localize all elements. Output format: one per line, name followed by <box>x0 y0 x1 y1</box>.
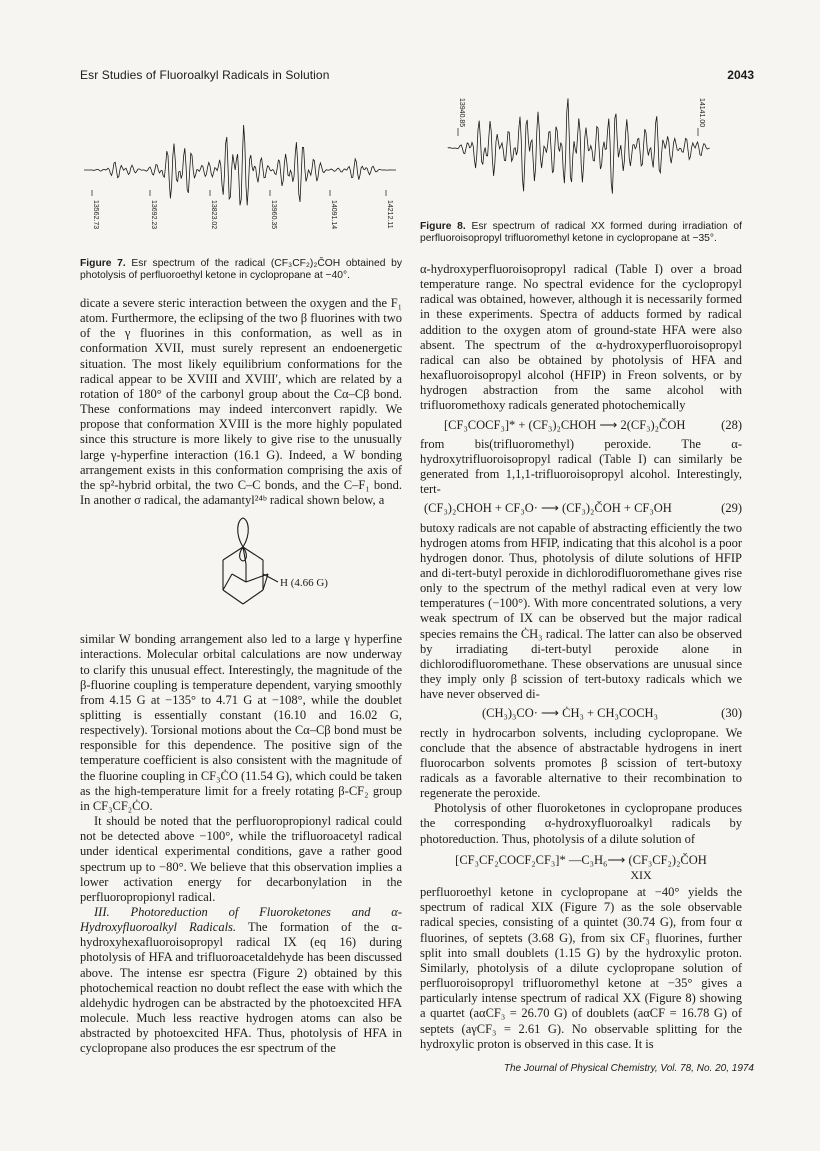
spectrum-trace <box>448 98 710 193</box>
spectrum-tick-label: 13562.73 <box>92 200 99 230</box>
figure-7-spectrum <box>78 92 400 248</box>
right-paragraph-3: butoxy radicals are not capable of abstracting efficiently the two hydrogen atoms from HFIP, indicating that this alcohol is a poor hydrogen donor. Thus, photolysis of dilute solutions of HFIP and di-tert-butyl peroxide in dichlorodifluoromethane gives rise only to the spectrum of the methyl radical even at very low temperatures (−100°). With more concentrated solutions, a very weak spectrum of IX can be observed but the major radical species remains the ĊH₃ radical. The latter can also be observed by irradiating di-tert-butyl peroxide alone in dichlorodifluoromethane. These observations are unusual since they imply only β scission of tert-butoxy radicals which we have never observed di- <box>420 520 742 702</box>
equation-29 <box>420 501 742 516</box>
equation-28-number: (28) <box>721 417 742 432</box>
figure-8-caption-text: Esr spectrum of radical XX formed during irradiation of perfluoroisopropyl trifluoromethyl ketone in cyclopropane at −35°. <box>420 221 742 245</box>
figure-7-caption <box>80 258 402 283</box>
spectrum-tick-label: 14141.00 <box>698 98 705 128</box>
spectrum-trace <box>84 125 396 205</box>
left-column <box>80 296 402 1057</box>
spectrum-tick-label: 14091.14 <box>330 200 337 230</box>
right-paragraph-5: Photolysis of other fluoroketones in cyclopropane produces the corresponding α-hydroxyfluoroalkyl radicals by photoreduction. Thus, photolysis of a dilute solution of <box>420 801 742 846</box>
equation-28 <box>420 418 742 433</box>
page-number: 2043 <box>727 68 754 82</box>
equation-30-body: (CH₃)₃CO· ⟶ ĊH₃ + CH₃COCH₃ <box>482 706 658 721</box>
equation-29-number: (29) <box>721 501 742 516</box>
right-column <box>420 262 742 1052</box>
right-paragraph-2: from bis(trifluoromethyl) peroxide. The α-hydroxytrifluoroisopropyl radical (Table I) can similarly be generated from 1,1,1-trifluoroisopropyl alcohol. Interestingly, tert- <box>420 436 742 497</box>
spectrum-tick-label: 13940.85 <box>458 98 465 128</box>
equation-30-number: (30) <box>721 706 742 721</box>
right-paragraph-6: perfluoroethyl ketone in cyclopropane at −40° yields the spectrum of radical XIX (Figure 7) as the sole observable radical species, consisting of a quintet (30.74 G), from four α fluorines, of septets (3.68 G), from six CF₃ fluorines, further split into small doublets (1.15 G) by the hydroxylic proton. Similarly, photolysis of a dilute cyclopropane solution of perfluoroisopropyl trifluoromethyl ketone at −35° gives a particularly intense spectrum of radical XX (Figure 8) showing a quartet (aαCF₃ = 26.70 G) of doublets (aαCF = 16.78 G) of septets (aγCF₃ = 2.61 G). No observable splitting for the hydroxylic proton is observed in this case. It is <box>420 885 742 1051</box>
equation-xix-label: XIX <box>630 867 652 882</box>
right-paragraph-4: rectly in hydrocarbon solvents, including cyclopropane. We conclude that the absence of abstractable hydrogens in inert fluorocarbon solvents promotes β scission of tert-butoxy radicals as a favorable alternative to their recombination to regenerate the peroxide. <box>420 725 742 801</box>
figure-7-label: Figure 7. <box>80 258 126 269</box>
left-paragraph-3: It should be noted that the perfluoropropionyl radical could not be detected above −100°, while the trifluoroacetyl radical under identical experimental conditions, gave a rather good spectrum up to −80°. We believe that this observation implies a lower activation energy for decarbonylation in the perfluoropropionyl radical. <box>80 814 402 904</box>
figure-7-caption-text: Esr spectrum of the radical (CF₃CF₂)₂ČOH obtained by photolysis of perfluoroethyl ketone in cyclopropane at −40°. <box>80 258 402 282</box>
equation-30 <box>420 706 742 721</box>
left-paragraph-2: similar W bonding arrangement also led to a large γ hyperfine interactions. Molecular orbital calculations are now underway to clarify this unusual effect. Interestingly, the magnitude of the β-fluorine coupling is temperature dependent, varying smoothly from 4.15 G at −135° to 4.71 G at −108°, while the doublet splitting is essentially constant (16.10 and 16.02 G, respectively). Torsional motions about the Cα–Cβ bond must be responsible for this dependence. The positive sign of the temperature coefficient is also consistent with the magnitude of the fluorine coupling in CF₃ĊO (11.54 G), which could be taken as the high-temperature limit for a freely rotating β-CF₂ group in CF₃CF₂ĊO. <box>80 632 402 813</box>
equation-xix-body: [CF₃CF₂COCF₂CF₃]* —C₃H₆⟶ (CF₃CF₂)₂ČOH <box>455 852 707 867</box>
spectrum-tick-label: 13692.23 <box>150 200 157 230</box>
equation-29-body: (CF₃)₂CHOH + CF₃O· ⟶ (CF₃)₂ČOH + CF₃OH <box>424 501 672 516</box>
adamantyl-structure-svg <box>80 512 402 626</box>
figure-8-label: Figure 8. <box>420 221 466 232</box>
spectrum-tick-label: 14212.11 <box>386 200 393 229</box>
running-title: Esr Studies of Fluoroalkyl Radicals in Solution <box>80 68 330 82</box>
left-paragraph-4 <box>80 905 402 1057</box>
figure-8-svg <box>418 88 740 214</box>
adamantyl-structure <box>80 512 402 626</box>
section-heading: III. Photoreduction of Fluoroketones and α-Hydroxyfluoroalkyl Radicals. <box>80 905 402 935</box>
figure-7-svg <box>78 92 400 248</box>
figure-8-caption <box>420 221 742 246</box>
figure-8-spectrum <box>418 88 740 214</box>
equation-28-body: [CF₃COCF₃]* + (CF₃)₂CHOH ⟶ 2(CF₃)₂ČOH <box>444 417 686 432</box>
journal-footer: The Journal of Physical Chemistry, Vol. 78, No. 20, 1974 <box>503 1063 754 1074</box>
left-paragraph-4-text: The formation of the α-hydroxyhexafluoroisopropyl radical IX (eq 16) during photolysis of HFA and trifluoroacetaldehyde has been discussed above. The intense esr spectra (Figure 2) obtained by this photochemical reaction no doubt reflect the ease with which the aldehydic hydrogen can be abstracted by the photoexcited HFA molecule. Much less reactive hydrogen atoms can also be abstracted by photoexcited HFA. Thus, photolysis of HFA in cyclopropane also produces the esr spectrum of the <box>80 920 402 1056</box>
right-paragraph-1: α-hydroxyperfluoroisopropyl radical (Table I) over a broad temperature range. No spectral evidence for the cyclopropyl radical was obtained, however, although it is necessarily formed in these experiments. Spectra of adducts formed by radical addition to the oxygen atom of ground-state HFA were also absent. The spectrum of the α-hydroxyperfluoroisopropyl radical can also be obtained by photolysis of HFA and hexafluoroisopropyl alcohol (HFIP) in Freon solvents, or by hydrogen abstraction from the same alcohol with trifluoromethoxy radicals generated photochemically <box>420 262 742 413</box>
spectrum-tick-label: 13823.02 <box>210 200 217 230</box>
left-paragraph-1: dicate a severe steric interaction between the oxygen and the F₁ atom. Furthermore, the eclipsing of the two β fluorines with two of the γ fluorines in this conformation, as well as in conformation XVII, must surely represent an endoenergetic situation. The most likely equilibrium conformations for the radical appear to be XVIII and XVIII′, which are related by a rotation of 180° of the carbonyl group about the Cα–Cβ bond. These conformations may indeed interconvert rapidly. We propose that conformation XVIII is the more highly populated since this structure is more likely to give rise to the unusually large γ-hyperfine interaction (16.1 G). Indeed, a W bonding arrangement exists in this conformation comprising the axis of the sp²-hybrid orbital, the two C–C bonds, and the C–F₁ bond. In another σ radical, the adamantyl²⁴ᵇ radical shown below, a <box>80 296 402 508</box>
spectrum-tick-label: 13960.35 <box>270 200 277 230</box>
structure-label: H (4.66 G) <box>280 577 328 590</box>
equation-xix <box>420 853 742 868</box>
